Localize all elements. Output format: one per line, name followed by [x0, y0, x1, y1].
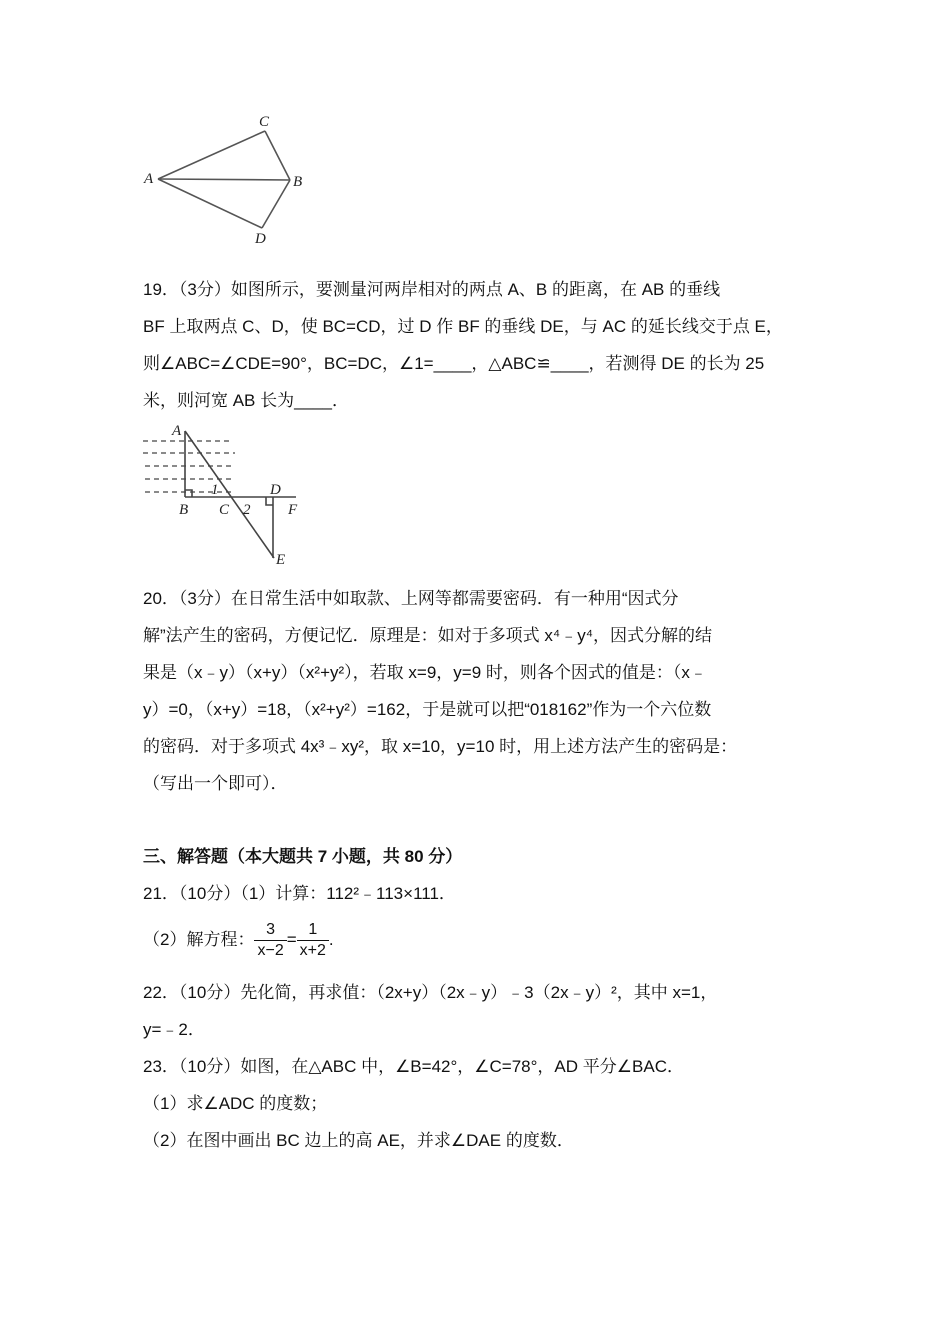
q19-line: 则∠ABC=∠CDE=90°，BC=DC，∠1=____，△ABC≌____，若测得 DE 的长为 25	[143, 354, 765, 373]
fig2-label-d: D	[270, 482, 281, 498]
q19-line: 米，则河宽 AB 长为____．	[143, 391, 349, 410]
period: .	[328, 930, 334, 949]
fraction	[254, 920, 286, 961]
q20-line: y）=0，（x+y）=18，（x²+y²）=162，于是就可以把“018162”作为一个六位数	[143, 700, 712, 719]
numerator: 1	[297, 920, 329, 941]
q21-line: 21．（10分）（1）计算：112²﹣113×111．	[143, 884, 456, 903]
q20-line: 20．（3分）在日常生活中如取款、上网等都需要密码．有一种用“因式分	[143, 589, 679, 608]
q19-line: 19．（3分）如图所示，要测量河两岸相对的两点 A、B 的距离，在 AB 的垂线	[143, 280, 721, 299]
equals-sign: =	[286, 930, 297, 949]
q20-line: 果是（x﹣y）（x+y）（x²+y²），若取 x=9，y=9 时，则各个因式的值是：（x﹣	[143, 663, 707, 682]
fig1-label-b: B	[293, 174, 303, 190]
q22-line: 22．（10分）先化简，再求值：（2x+y）（2x﹣y）﹣3（2x﹣y）²，其中 x=1，	[143, 983, 718, 1002]
numerator: 3	[254, 920, 286, 941]
q21-part2-label: （2）解方程：	[143, 930, 255, 949]
denominator: x+2	[299, 942, 326, 960]
fig2-label-a: A	[172, 423, 182, 439]
denominator: x−2	[257, 942, 284, 960]
q20-line: （写出一个即可）．	[143, 774, 288, 793]
q20-line: 的密码．对于多项式 4x³﹣xy²，取 x=10，y=10 时，用上述方法产生的密码是：	[143, 737, 738, 756]
section-heading: 三、解答题（本大题共 7 小题，共 80 分）	[143, 847, 463, 866]
fraction	[297, 920, 329, 961]
fig1-label-c: C	[259, 114, 270, 130]
q20-line: 解”法产生的密码，方便记忆．原理是：如对于多项式 x⁴﹣y⁴，因式分解的结	[143, 626, 712, 645]
q23-line: （1）求∠ADC 的度数；	[143, 1094, 328, 1113]
fig2-label-c: C	[219, 502, 230, 518]
fig2-label-e: E	[276, 552, 286, 568]
q19-line: BF 上取两点 C、D，使 BC=CD，过 D 作 BF 的垂线 DE，与 AC 的延长线交于点 E，	[143, 317, 783, 336]
q23-line: （2）在图中画出 BC 边上的高 AE，并求∠DAE 的度数．	[143, 1131, 574, 1150]
fig2-label-b: B	[179, 502, 189, 518]
fig1-label-d: D	[255, 231, 266, 247]
q22-line: y=﹣2．	[143, 1020, 205, 1039]
fig1-label-a: A	[144, 171, 154, 187]
q23-line: 23．（10分）如图，在△ABC 中，∠B=42°，∠C=78°，AD 平分∠BAC．	[143, 1057, 684, 1076]
figure-quadrilateral-acbd	[158, 131, 290, 228]
q21-equation	[143, 920, 334, 961]
fig2-angle-2: 2	[243, 502, 251, 518]
fig2-angle-1: 1	[211, 482, 219, 498]
fig2-label-f: F	[288, 502, 298, 518]
